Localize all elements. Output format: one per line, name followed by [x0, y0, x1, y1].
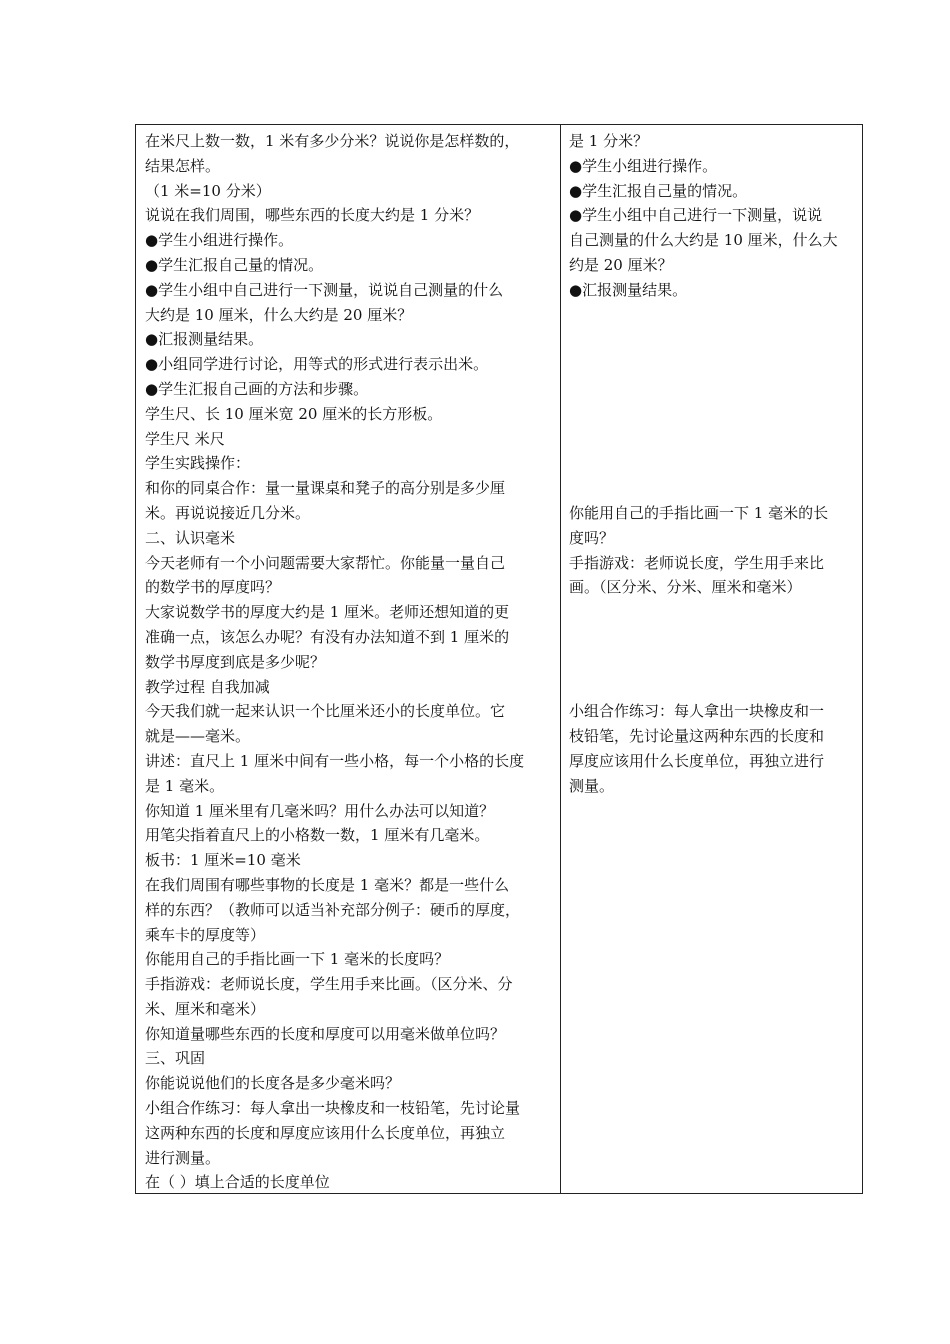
text-line: 米、厘米和毫米） — [145, 999, 266, 1018]
text-line: （1 米=10 分米） — [145, 181, 271, 200]
left-column — [145, 129, 553, 1195]
text-line: ●学生小组进行操作。 — [569, 156, 718, 175]
text-line: 和你的同桌合作：量一量课桌和凳子的高分别是多少厘 — [145, 479, 506, 498]
text-line: 大家说数学书的厚度大约是 1 厘米。老师还想知道的更 — [145, 603, 510, 622]
text-line: 米。再说说接近几分米。 — [145, 503, 311, 522]
text-line: 这两种东西的长度和厚度应该用什么长度单位，再独立 — [145, 1123, 506, 1142]
text-line: 是 1 毫米。 — [145, 776, 225, 795]
text-line: 讲述：直尺上 1 厘米中间有一些小格，每一个小格的长度 — [145, 751, 525, 770]
column-divider — [560, 125, 561, 1193]
text-line: 样的东西？（教师可以适当补充部分例子：硬币的厚度， — [145, 900, 521, 919]
spacer — [569, 476, 857, 501]
spacer — [569, 377, 857, 402]
text-line: 度吗？ — [569, 528, 615, 547]
spacer — [569, 675, 857, 700]
text-line: ●小组同学进行讨论，用等式的形式进行表示出米。 — [145, 355, 489, 374]
spacer — [569, 451, 857, 476]
spacer — [569, 427, 857, 452]
text-line: 小组合作练习：每人拿出一块橡皮和一枝铅笔，先讨论量 — [145, 1099, 521, 1118]
right-column — [569, 129, 857, 799]
spacer — [569, 650, 857, 675]
text-line: 在米尺上数一数，1 米有多少分米？说说你是怎样数的， — [145, 132, 520, 150]
text-line: 小组合作练习：每人拿出一块橡皮和一 — [569, 702, 825, 721]
text-line: 你知道 1 厘米里有几毫米吗？用什么办法可以知道？ — [145, 801, 495, 820]
text-line: ●汇报测量结果。 — [569, 280, 688, 299]
text-line: 是 1 分米？ — [569, 132, 649, 150]
text-line: 在我们周围有哪些事物的长度是 1 毫米？都是一些什么 — [145, 875, 510, 894]
spacer — [569, 327, 857, 352]
text-line: ●学生汇报自己画的方法和步骤。 — [145, 379, 369, 398]
text-line: 画。（区分米、分米、厘米和毫米） — [569, 578, 802, 597]
text-line: 手指游戏：老师说长度，学生用手来比画。（区分米、分 — [145, 975, 513, 994]
section-heading: 二、认识毫米 — [145, 528, 236, 547]
text-line: 学生实践操作： — [145, 454, 251, 473]
text-line: 进行测量。 — [145, 1148, 221, 1167]
text-line: 你能用自己的手指比画一下 1 毫米的长 — [569, 503, 829, 522]
text-line: ●学生小组进行操作。 — [145, 231, 294, 250]
text-line: 大约是 10 厘米，什么大约是 20 厘米？ — [145, 305, 413, 324]
text-line: 结果怎样。 — [145, 156, 221, 175]
text-line: 板书：1 厘米=10 毫米 — [145, 851, 301, 870]
text-line: 枝铅笔，先讨论量这两种东西的长度和 — [569, 727, 825, 746]
text-line: ●学生汇报自己量的情况。 — [569, 181, 748, 200]
text-line: 数学书厚度到底是多少呢？ — [145, 652, 326, 671]
text-line: 测量。 — [569, 776, 615, 795]
spacer — [569, 303, 857, 328]
text-line: 你能用自己的手指比画一下 1 毫米的长度吗？ — [145, 950, 450, 969]
text-line: 教学过程 自我加减 — [145, 677, 270, 696]
text-line: 用笔尖指着直尺上的小格数一数，1 厘米有几毫米。 — [145, 826, 490, 845]
text-line: 学生尺、长 10 厘米宽 20 厘米的长方形板。 — [145, 404, 443, 423]
text-line: ●学生小组中自己进行一下测量，说说 — [569, 206, 823, 225]
text-line: ●学生小组中自己进行一下测量，说说自己测量的什么 — [145, 280, 504, 299]
spacer — [569, 402, 857, 427]
spacer — [569, 625, 857, 650]
text-line: ●学生汇报自己量的情况。 — [145, 255, 324, 274]
text-line: 约是 20 厘米？ — [569, 255, 673, 274]
text-line: 厚度应该用什么长度单位，再独立进行 — [569, 751, 825, 770]
lesson-table — [135, 124, 863, 1194]
text-line: 你能说说他们的长度各是多少毫米吗？ — [145, 1074, 401, 1093]
text-line: 今天我们就一起来认识一个比厘米还小的长度单位。它 — [145, 702, 506, 721]
text-line: 的数学书的厚度吗？ — [145, 578, 281, 597]
text-line: 准确一点，该怎么办呢？有没有办法知道不到 1 厘米的 — [145, 627, 510, 646]
spacer — [569, 352, 857, 377]
section-heading: 三、巩固 — [145, 1049, 206, 1068]
text-line: 就是——毫米。 — [145, 727, 251, 746]
text-line: 你知道量哪些东西的长度和厚度可以用毫米做单位吗？ — [145, 1024, 506, 1043]
text-line: 说说在我们周围，哪些东西的长度大约是 1 分米？ — [145, 206, 480, 225]
text-line: ●汇报测量结果。 — [145, 330, 264, 349]
text-line: 在（ ）填上合适的长度单位 — [145, 1173, 330, 1192]
text-line: 学生尺 米尺 — [145, 429, 225, 448]
spacer — [569, 600, 857, 625]
text-line: 今天老师有一个小问题需要大家帮忙。你能量一量自己 — [145, 553, 506, 572]
text-line: 手指游戏：老师说长度，学生用手来比 — [569, 553, 825, 572]
text-line: 乘车卡的厚度等） — [145, 925, 266, 944]
text-line: 自己测量的什么大约是 10 厘米，什么大 — [569, 231, 838, 250]
